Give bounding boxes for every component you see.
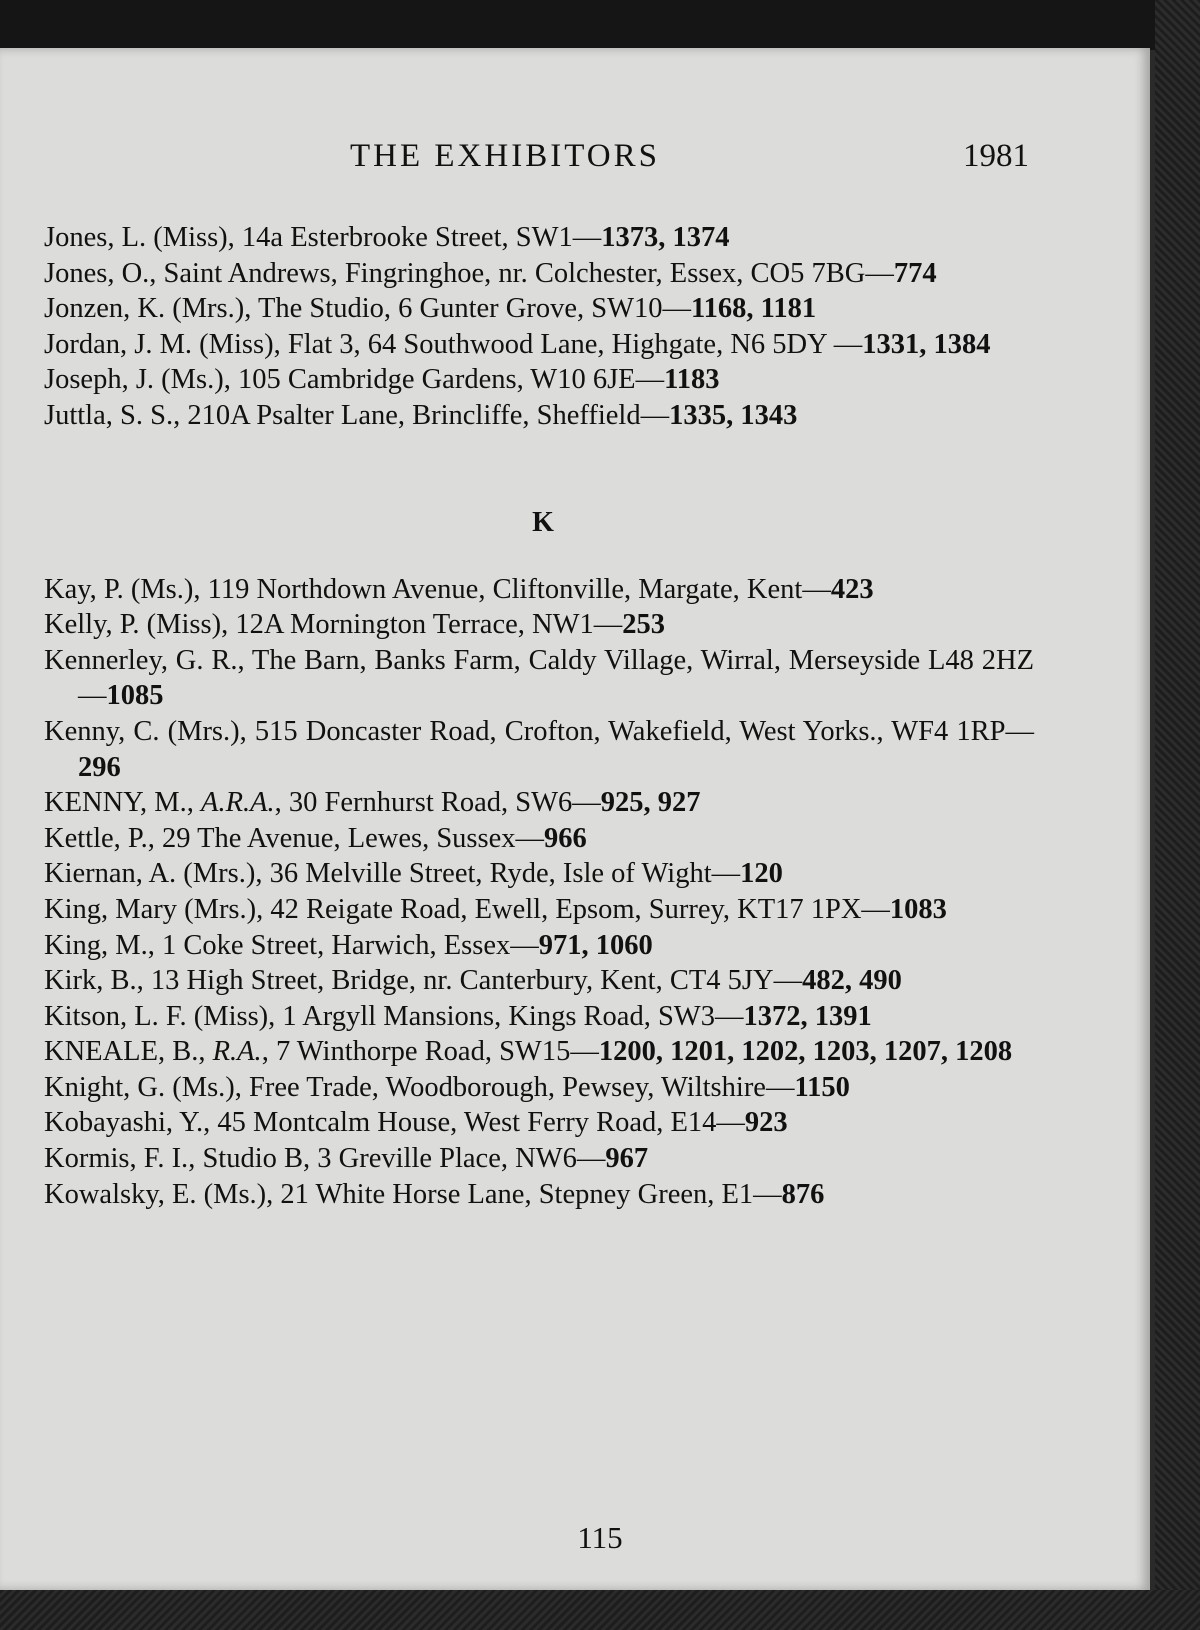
exhibitor-entry (44, 572, 1034, 608)
em-dash: — (572, 222, 602, 253)
exhibitor-honours: R.A. (212, 1036, 262, 1068)
exhibitor-address: , 13 High Street, Bridge, nr. Canterbury, Kent, CT4 5JY (136, 965, 774, 997)
exhibitor-address: , 119 Northdown Avenue, Cliftonville, Margate, Kent (193, 573, 803, 605)
page-number: 115 (577, 1520, 623, 1555)
em-dash: — (570, 1036, 599, 1068)
exhibitor-entry (44, 785, 1034, 821)
em-dash: — (576, 1143, 606, 1175)
exhibitor-name: KENNY, M., (44, 787, 202, 819)
catalogue-numbers: 967 (605, 1143, 649, 1175)
catalogue-numbers: 1083 (889, 893, 947, 925)
exhibitor-address: , Flat 3, 64 Southwood Lane, Highgate, N6 5DY (273, 328, 834, 360)
catalogue-numbers: 1373, 1374 (601, 222, 730, 253)
exhibitor-entry (44, 821, 1034, 857)
em-dash: — (753, 1178, 782, 1210)
exhibitor-entry (44, 928, 1034, 964)
exhibitor-entry (44, 1070, 1034, 1106)
em-dash: — (635, 364, 665, 396)
exhibitor-address: , The Barn, Banks Farm, Caldy Village, Wirral, Merseyside L48 2HZ (237, 644, 1034, 676)
exhibitor-name: Kormis, F. I. (44, 1143, 189, 1175)
em-dash: — (714, 1000, 744, 1032)
exhibitor-entry (44, 856, 1034, 892)
exhibitor-name: Kowalsky, E. (Ms.) (44, 1178, 267, 1210)
exhibitor-name: Kiernan, A. (Mrs.) (44, 858, 256, 890)
exhibitor-address: , 30 Fernhurst Road, SW6 (274, 787, 573, 819)
exhibitor-address: , 1 Argyll Mansions, Kings Road, SW3 (268, 1000, 715, 1032)
em-dash: — (765, 1071, 795, 1103)
exhibitor-name: King, M. (44, 929, 148, 961)
exhibitor-entry (44, 327, 1034, 363)
exhibitor-address: , 36 Melville Street, Ryde, Isle of Wight (255, 858, 712, 890)
exhibitor-entry (44, 256, 1034, 292)
em-dash: — (662, 293, 691, 325)
scan-background-bottom (0, 1590, 1200, 1630)
exhibitor-name: Kobayashi, Y. (44, 1107, 204, 1139)
em-dash: — (711, 858, 741, 890)
scan-background-top (0, 0, 1200, 50)
catalogue-numbers: 1335, 1343 (669, 399, 798, 431)
exhibitor-address: , The Studio, 6 Gunter Grove, SW10 (244, 293, 663, 325)
exhibitor-honours: A.R.A. (201, 787, 275, 819)
catalogue-numbers: 482, 490 (802, 965, 902, 997)
catalogue-numbers: 971, 1060 (538, 929, 653, 961)
exhibitor-entry (44, 1034, 1034, 1070)
catalogue-numbers: 923 (744, 1107, 788, 1139)
exhibitor-name: Juttla, S. S. (44, 399, 174, 431)
catalogue-numbers: 966 (544, 822, 587, 854)
exhibitor-entry (44, 1105, 1034, 1141)
em-dash: — (78, 680, 107, 712)
exhibitor-address: , 210A Psalter Lane, Brincliffe, Sheffield (173, 399, 641, 431)
exhibitor-entry (44, 963, 1034, 999)
em-dash: — (510, 929, 539, 961)
exhibitor-entry (44, 999, 1034, 1035)
catalogue-numbers: 423 (830, 573, 874, 605)
exhibitor-entry (44, 220, 1034, 256)
exhibitor-address: , Saint Andrews, Fingringhoe, nr. Colchester, Essex, CO5 7BG (149, 257, 866, 289)
catalogue-numbers: 1200, 1201, 1202, 1203, 1207, 1208 (598, 1036, 1013, 1068)
exhibitor-entry (44, 291, 1034, 327)
catalogue-numbers: 774 (893, 257, 937, 289)
exhibitor-entry (44, 607, 1034, 643)
page-title: THE EXHIBITORS (350, 138, 660, 174)
book-page (0, 48, 1150, 1590)
exhibitor-name: Kay, P. (Ms.) (44, 573, 194, 605)
catalogue-numbers: 1150 (794, 1071, 850, 1103)
exhibitor-entry (44, 398, 1034, 434)
exhibitor-name: Jones, O. (44, 257, 150, 289)
exhibitor-name: Kennerley, G. R. (44, 644, 238, 676)
exhibitor-name: Kenny, C. (Mrs.) (44, 715, 240, 747)
page-year: 1981 (963, 138, 1029, 174)
exhibitor-address: , 12A Mornington Terrace, NW1 (221, 609, 594, 641)
exhibitor-address: , 29 The Avenue, Lewes, Sussex (147, 822, 516, 854)
catalogue-numbers: 1168, 1181 (690, 293, 817, 325)
exhibitor-address: , Free Trade, Woodborough, Pewsey, Wiltshire (234, 1071, 766, 1103)
exhibitor-address: , 45 Montcalm House, West Ferry Road, E14 (203, 1107, 717, 1139)
em-dash: — (515, 822, 545, 854)
exhibitor-name: KNEALE, B., (44, 1036, 213, 1068)
exhibitor-list-j (44, 220, 1034, 434)
em-dash: — (572, 787, 601, 819)
em-dash: — (1005, 715, 1035, 747)
exhibitor-address: , 14a Esterbrooke Street, SW1 (227, 222, 573, 253)
exhibitor-name: Kirk, B. (44, 965, 137, 997)
exhibitor-name: Jordan, J. M. (Miss) (44, 328, 274, 360)
exhibitor-name: Kelly, P. (Miss) (44, 609, 222, 641)
em-dash: — (773, 965, 803, 997)
catalogue-numbers: 876 (781, 1178, 825, 1210)
exhibitor-name: King, Mary (Mrs.) (44, 893, 257, 925)
catalogue-numbers: 925, 927 (600, 787, 701, 819)
catalogue-numbers: 296 (78, 751, 121, 783)
em-dash: — (833, 328, 863, 360)
em-dash: — (802, 573, 831, 605)
catalogue-numbers: 1183 (664, 364, 720, 396)
exhibitor-name: Kettle, P. (44, 822, 148, 854)
exhibitor-list (44, 220, 1034, 1212)
exhibitor-name: Knight, G. (Ms.) (44, 1071, 235, 1103)
catalogue-numbers: 253 (622, 609, 665, 641)
exhibitor-name: Joseph, J. (Ms.) (44, 364, 224, 396)
em-dash: — (865, 257, 894, 289)
exhibitor-list-k (44, 572, 1034, 1213)
catalogue-numbers: 1331, 1384 (862, 328, 991, 360)
exhibitor-address: , 21 White Horse Lane, Stepney Green, E1 (266, 1178, 754, 1210)
running-head (0, 138, 1150, 178)
exhibitor-address: , 7 Winthorpe Road, SW15 (261, 1036, 571, 1068)
section-k (44, 503, 1034, 1213)
catalogue-numbers: 1372, 1391 (743, 1000, 872, 1032)
exhibitor-name: Kitson, L. F. (Miss) (44, 1000, 269, 1032)
catalogue-numbers: 120 (740, 858, 783, 890)
exhibitor-name: Jones, L. (Miss) (44, 222, 228, 253)
em-dash: — (716, 1107, 745, 1139)
exhibitor-address: , 515 Doncaster Road, Crofton, Wakefield, West Yorks., WF4 1RP (239, 715, 1006, 747)
section-letter: K (532, 506, 554, 538)
em-dash: — (861, 893, 890, 925)
exhibitor-entry (44, 1141, 1034, 1177)
em-dash: — (593, 609, 623, 641)
exhibitor-address: , 42 Reigate Road, Ewell, Epsom, Surrey, KT17 1PX (256, 893, 862, 925)
em-dash: — (640, 399, 670, 431)
exhibitor-address: , 105 Cambridge Gardens, W10 6JE (223, 364, 636, 396)
exhibitor-address: , Studio B, 3 Greville Place, NW6 (188, 1143, 577, 1175)
exhibitor-entry (44, 1177, 1034, 1213)
exhibitor-entry (44, 362, 1034, 398)
exhibitor-address: , 1 Coke Street, Harwich, Essex (147, 929, 511, 961)
exhibitor-entry (44, 892, 1034, 928)
exhibitor-name: Jonzen, K. (Mrs.) (44, 293, 245, 325)
exhibitor-entry (44, 643, 1034, 714)
catalogue-numbers: 1085 (106, 680, 164, 712)
exhibitor-entry (44, 714, 1034, 785)
scan-background-right (1155, 0, 1200, 1630)
